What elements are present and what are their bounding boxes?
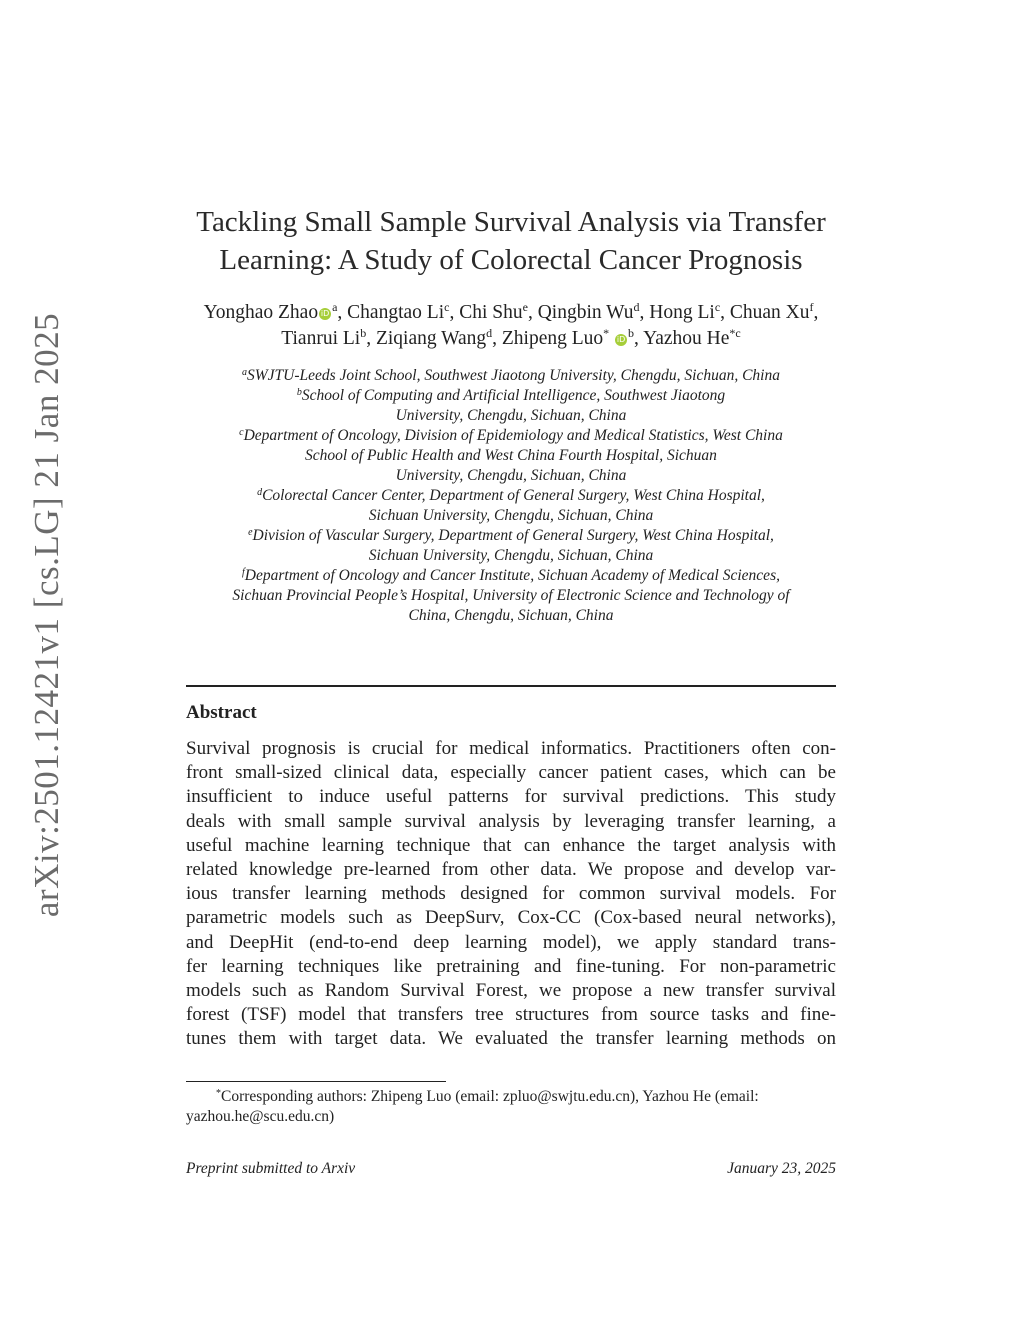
footnote	[186, 1087, 836, 1127]
abstract-line: parametric models such as DeepSurv, Cox-CC (Cox-based neural networks),	[186, 907, 836, 929]
author-affil-mark: c	[714, 300, 721, 314]
affil-key: c	[239, 427, 244, 438]
author-affil-mark: b	[360, 326, 367, 340]
author-affil-mark: *c	[729, 326, 741, 340]
abstract-line: related knowledge pre-learned from other data. We propose and develop var-	[186, 859, 836, 881]
abstract-line: Survival prognosis is crucial for medical informatics. Practitioners often con-	[186, 738, 836, 759]
paper-title	[186, 203, 836, 279]
title-line: Tackling Small Sample Survival Analysis via Transfer	[196, 206, 826, 238]
affiliation-line: $^e$Division of Vascular Surgery, Department of General Surgery, West China Hospital,	[248, 527, 774, 544]
affiliation-line: University, Chengdu, Sichuan, China	[395, 467, 627, 484]
preprint-note: Preprint submitted to Arxiv	[186, 1160, 356, 1177]
affiliation-line: School of Public Health and West China Fourth Hospital, Sichuan	[305, 447, 717, 464]
author-name: Zhipeng Luo	[501, 328, 604, 349]
abstract-line: useful machine learning technique that can enhance the target analysis with	[186, 834, 836, 856]
footnote-line: *Corresponding authors: Zhipeng Luo (email: zpluo@swjtu.edu.cn), Yazhou He (email:	[216, 1088, 759, 1105]
author-affil-mark: d	[633, 300, 640, 314]
author-affil-mark: *	[603, 326, 610, 340]
affil-key: f	[242, 567, 245, 578]
author-name: Chi Shu	[459, 302, 523, 323]
author-affil-mark: f	[809, 300, 814, 314]
abstract-line: forest (TSF) model that transfers tree structures from source tasks and fine-	[186, 1004, 836, 1026]
author-affil-mark: d	[486, 326, 493, 340]
affiliation-list	[176, 366, 846, 626]
footnote-line: yazhou.he@scu.edu.cn)	[186, 1108, 335, 1125]
affiliation-line: Sichuan University, Chengdu, Sichuan, China	[368, 507, 654, 524]
abstract-line: deals with small sample survival analysis by leveraging transfer learning, a	[186, 810, 836, 832]
orcid-icon[interactable]: iD	[320, 309, 330, 318]
author-affil-mark: a	[332, 300, 338, 314]
author-name: Qingbin Wu	[537, 302, 634, 323]
footnote-mark: *	[216, 1088, 221, 1099]
affiliation-line: $^a$SWJTU-Leeds Joint School, Southwest Jiaotong University, Chengdu, Sichuan, China	[242, 367, 780, 384]
affiliation-line: $^c$Department of Oncology, Division of Epidemiology and Medical Statistics, West China	[239, 427, 783, 444]
affiliation-line: China, Chengdu, Sichuan, China	[408, 607, 614, 624]
author-name: Chuan Xu	[729, 302, 810, 323]
abstract-line: fer learning techniques like pretraining and fine-tuning. For non-parametric	[186, 955, 836, 977]
author-name: Ziqiang Wang	[375, 328, 487, 349]
author-name: Tianrui Li	[281, 328, 361, 349]
orcid-icon[interactable]: iD	[616, 335, 626, 344]
affiliation-line: $^f$Department of Oncology and Cancer Institute, Sichuan Academy of Medical Sciences,	[242, 567, 780, 584]
affiliation-line: Sichuan Provincial People’s Hospital, University of Electronic Science and Technology of	[232, 587, 790, 604]
author-affil-mark: b	[628, 326, 635, 340]
preprint-date: January 23, 2025	[727, 1160, 836, 1177]
author-name: Yazhou He	[643, 328, 730, 349]
author-name: Yonghao Zhao	[203, 302, 319, 323]
abstract-line: models such as Random Survival Forest, we propose a new transfer survival	[186, 980, 836, 1002]
abstract-heading: Abstract	[186, 702, 257, 723]
affil-key: b	[296, 387, 302, 398]
author-line: Yonghao Zhao iD $^a$, Changtao Li$^c$, Chi Shu$^e$, Qingbin Wu$^d$, Hong Li$^c$, Chuan Xu$^f$, Tianrui Li$^b$, Ziqiang Wang$^d$, Zhipeng Luo* iD $^b$, Yazhou He$^{*c}$	[203, 300, 819, 349]
abstract-body	[186, 737, 836, 1052]
abstract-top-rule	[186, 685, 836, 687]
arxiv-identifier: arXiv:2501.12421v1 [cs.LG] 21 Jan 2025	[27, 312, 66, 918]
title-line: Learning: A Study of Colorectal Cancer Prognosis	[219, 244, 803, 276]
abstract-line: front small-sized clinical data, especially cancer patient cases, which can be	[186, 762, 836, 784]
footnote-rule	[186, 1081, 446, 1082]
author-affil-mark: e	[522, 300, 528, 314]
author-name: Hong Li	[649, 302, 715, 323]
author-name: Changtao Li	[347, 302, 445, 323]
affiliation-line: $^d$Colorectal Cancer Center, Department of General Surgery, West China Hospital,	[257, 487, 765, 504]
abstract-line: and DeepHit (end-to-end deep learning model), we apply standard trans-	[186, 931, 836, 953]
abstract-line: tunes them with target data. We evaluated the transfer learning methods on	[186, 1028, 836, 1050]
affil-key: a	[242, 367, 247, 378]
affil-key: e	[248, 527, 253, 538]
abstract-line: insufficient to induce useful patterns for survival predictions. This study	[186, 786, 836, 808]
affil-key: d	[257, 487, 263, 498]
affiliation-line: University, Chengdu, Sichuan, China	[395, 407, 627, 424]
author-affil-mark: c	[444, 300, 450, 314]
author-list	[186, 300, 836, 352]
affiliation-line: Sichuan University, Chengdu, Sichuan, China	[368, 547, 654, 564]
affiliation-line: $^b$School of Computing and Artificial Intelligence, Southwest Jiaotong	[296, 387, 726, 404]
abstract-line: ious transfer learning methods designed for common survival models. For	[186, 883, 836, 905]
